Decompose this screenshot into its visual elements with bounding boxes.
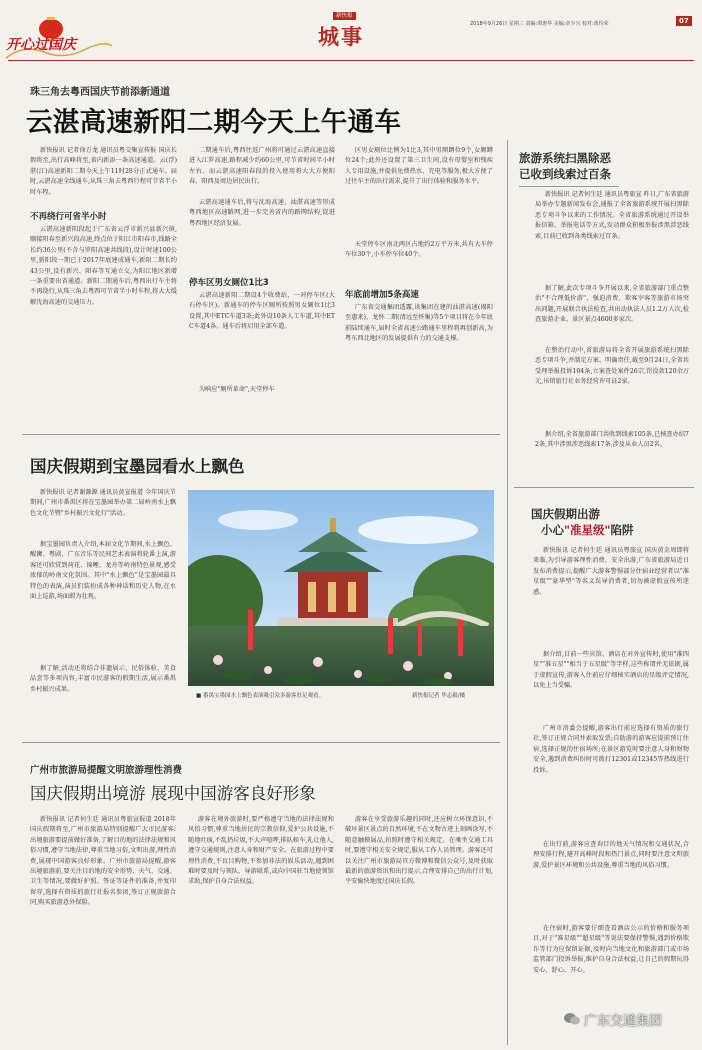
- lead-para: 为响应"厕所革命",天堂停车: [198, 386, 275, 393]
- wechat-icon: [564, 1012, 580, 1026]
- sidebar-title: 已收到线索过百条: [519, 167, 611, 181]
- page-header: [0, 0, 702, 64]
- sidebar-title: 旅游系统扫黑除恶: [519, 151, 611, 165]
- sidebar-title-highlight: "准星级": [564, 523, 611, 537]
- photo-story-text: [30, 488, 176, 736]
- sidebar-para: 据介绍,全省旅游部门共收到线索105条,已核查办结72条,其中涉黑涉恶线索17条,涉及从业人员2名。: [535, 431, 689, 449]
- lead-column-1: [30, 146, 177, 428]
- bottom-kicker: 广州市旅游局提醒文明旅游理性消费: [30, 765, 183, 776]
- sidebar-divider: [514, 487, 694, 488]
- watermark-text: 广东交通集团: [584, 1013, 663, 1029]
- photo-story-para: 据了解,活动还将结合非遗展示、民俗体验、美食品尝等多项内容,丰富市民游客的假期生活,展示番禺乡村振兴成果。: [30, 665, 176, 693]
- story-divider: [22, 434, 500, 435]
- photo-credit: 新快报记者 毕志毅/摄: [412, 693, 466, 699]
- photo-story-para: 新快报讯 记者谢源源 通讯员黄宣报道 今年国庆节期间,广州市番禺区将在宝墨园举办第二届岭南水上飘色文化节暨"乡村振兴文化行"活动。: [30, 489, 176, 517]
- lead-headline: 云湛高速新阳二期今天上午通车: [26, 107, 402, 138]
- lead-subheading: 年底前增加5条高速: [345, 290, 419, 300]
- sidebar-para: 据介绍,目前一些宾馆、酒店在对外宣传时,使用"准四星""准五星""相当于五星级"等字样,这些称谓并无依据,属于虚假宣传,游客入住前应仔细核实酒店的星级评定情况,以免上当受骗。: [533, 651, 689, 690]
- lead-para: 云湛高速通车后,将与沈海高速、汕湛高速等形成粤西地区高速路网,进一步完善省内的路网结构,促进粤西地区经济发展。: [189, 199, 335, 227]
- sidebar-para: 在出行前,游客应查询目的地天气情况和交通状况,合理安排行程,避开高峰时段和热门景点,同时要注意文明旅游,爱护景区环境和公共设施,尊重当地的风俗习惯。: [533, 841, 689, 869]
- sidebar-para: 据了解,此次专项斗争开展以来,全省旅游部门重点整治"不合理低价游"、强迫消费、欺客宰客等旅游市场突出问题,开展联合执法检查,共出动执法人员1.2万人次,检查旅游企业、景区景点4600多家次。: [535, 285, 689, 324]
- sidebar-hotel-story: [519, 506, 691, 1044]
- lead-para: 新快报讯 记者徐万龙 通讯员粤交集宣传报 国庆长假将至,出行高峰将至,省内新添一条高速通道。云(浮)湛(江)高速新阳二期今天上午11时28分正式通车。届时,云湛高速全线通车,从珠三角去粤西行程可节省半小时车程。: [30, 147, 177, 196]
- story-divider: [22, 742, 500, 743]
- lead-para: 二期通车后,粤西往返广州将可通过云湛高速直接进入江罗高速,路程减少约60公里,可节省时间半小时左右。而云湛高速阳春段的投入使用将大大方便阳春、阳西及周边居民出行。: [189, 147, 335, 186]
- sidebar-para: 广州市消委会提醒,游客出行前应选择有资质的旅行社,签订正规合同并索取发票;自助游的游客应提前预订住宿,选择正规的住宿场所;在景区游览时要注意人身和财物安全,遇到消费纠纷时可拨打12301或12345等热线进行投诉。: [533, 725, 689, 774]
- section-kicker: 新快报: [333, 12, 356, 20]
- lead-subheading: 停车区男女厕位1比3: [189, 278, 269, 288]
- column-divider: [507, 140, 508, 1045]
- holiday-logo-text: 开心过国庆: [6, 37, 76, 53]
- bottom-column-2: 游客在境外旅游时,要严格遵守当地的法律法规和风俗习惯,尊重当地居民的宗教信仰,爱护公共设施,不随地吐痰,不乱扔垃圾,不大声喧哗,排队候车,礼让他人,遵守交通规则,注意人身和财产安全。在旅游过程中要理性消费,不盲目购物,不参加非法的娱乐活动,遇到困难时要及时与领队、导游联系,或向中国驻当地使领馆求助,保护自身合法权益。: [188, 816, 334, 886]
- page-number: 07: [676, 16, 692, 26]
- header-rule: [8, 60, 694, 61]
- lead-subheading: 不再绕行可省半小时: [30, 212, 107, 222]
- photo-story-headline: 国庆假期到宝墨园看水上飘色: [30, 457, 245, 476]
- lead-column-3: [345, 146, 493, 428]
- sidebar-title: 国庆假期出游: [531, 507, 600, 521]
- holiday-logo: [4, 14, 114, 60]
- lead-para: 云湛高速新阳二期设4个收费站、一对停车区(大石停车区)。新通车的停车区厕所按照男女厕位1比3设置,其中ETC车道3条;此外设10条人工车道,其中ETC车道4条。通车后将启用全部车道。: [189, 292, 335, 331]
- sidebar-title-rule: [519, 186, 619, 187]
- sidebar-scam-story: [519, 150, 691, 500]
- lead-column-2: [189, 146, 335, 428]
- section-title: 城事: [318, 24, 364, 49]
- sidebar-title-post: 陷阱: [610, 523, 634, 537]
- sidebar-para: 新快报讯 记者何生廷 通讯员粤旅宣 国庆黄金周即将来临,为引导游客理性消费、安全出游,广东省旅游局近日发布消费提示,提醒广大游客警惕部分住宿业经营者以"准星级""豪华型"等名义误导消费者,切勿被虚假宣传所迷惑。: [533, 547, 689, 596]
- garden-photo: [188, 490, 494, 686]
- sidebar-title-pre: 小心: [541, 523, 564, 537]
- lead-para: 区男女厕位比例为1比3,其中男厕蹲位9个,女厕蹲位24个;此外还设置了第三卫生间,设有母婴室和残疾人专用设施,并提供免费热水、充电等服务,极大方便了过往车主的出行需求,提升了出行体验和服务水平。: [345, 147, 493, 186]
- photo-story-para: 据宝墨园负责人介绍,本届文化节期间,水上飘色、醒狮、粤剧、广东音乐等民间艺术表演将轮番上演,游客还可欣赏到荷花、锦鲤、龙舟等岭南特色景观,感受浓郁的岭南文化氛围。其中"水上飘色"是宝墨园最具特色的表演,演员们装扮成各种神话和历史人物,在水面上巡游,场面蔚为壮观。: [30, 541, 176, 601]
- sidebar-para: 在住宿时,游客要仔细查看酒店公示的价格和服务项目,对于"准星级""超星级"等说法要保持警惕,遇到价格欺诈等行为应保留证据,及时向当地文化和旅游部门或市场监管部门投诉举报,维护自身合法权益,让自己的假期玩得安心、舒心、开心。: [533, 925, 689, 974]
- watermark: [564, 1008, 662, 1030]
- lead-kicker: 珠三角去粤西国庆节前添新通道: [30, 87, 170, 98]
- sidebar-para: 新快报讯 记者何生廷 通讯员粤旅宣 昨日,广东省旅游局举办专题新闻发布会,通报了全省旅游系统开展扫黑除恶专项斗争以来的工作情况。全省旅游系统通过开设举报信箱、举报电话等方式,发动群众积极举报涉黑涉恶线索,目前已收到各类线索过百条。: [535, 191, 689, 240]
- sidebar-para: 在整治行动中,省旅游局将全省开展旅游系统扫黑除恶专项斗争,并制定方案、明确责任,截至9月24日,全省共受理举报投诉104条,立案查处案件26宗,罚没款120余万元,吊销旅行社业务经营许可证2家。: [535, 347, 689, 386]
- photo-caption: ■ 番禺宝墨园水上飘色表演吸引众多游客驻足观看。: [196, 693, 324, 699]
- date-line: 2018年9月26日 星期三 责编:谭惠华 美编:章少兴 校对:黄均荣: [470, 21, 609, 27]
- pavilion-photo-illustration: [188, 490, 494, 686]
- bottom-headline: 国庆假期出境游 展现中国游客良好形象: [30, 784, 316, 803]
- lead-para: 广东省交通集团透露,该集团在建的汕湛高速(揭阳至惠来)、龙怀二期(清远至怀集)等5个项目将在今年底前陆续通车,届时全省高速公路通车里程将再创新高,为粤东西北地区的发展提供有力的交通支撑。: [345, 304, 493, 343]
- lead-para: 云湛高速新阳段起于广东省云浮市新兴县新兴镇,顺接阳春至新兴段高速,终点位于阳江市阳春市,线路全长约36公里(不含与罗阳高速共线段),设计时速100公里,新阳段一期已于2017年底建成通车,新阳二期长约43公里,设有新兴、阳春等互通立交,为阳江地区新增一条重要出省通道。新阳二期通车后,粤西出行车主将不再绕行,从珠三角去粤西可节省半小时车程,将大大缓解沈海高速的交通压力。: [30, 226, 177, 306]
- sidebar-title-line2: [541, 522, 691, 538]
- bottom-column-3: 游客在享受旅游乐趣的同时,还应树立环保意识,不破坏景区景点的自然环境,不在文物古迹上刻画涂写,不随意触摸展品,拍照时遵守相关规定。在乘坐交通工具时,要遵守相关安全规定,服从工作人员管理。游客还可以关注广州市旅游局官方微博和微信公众号,及时获取最新的旅游资讯和出行提示,合理安排自己的出行计划,平安愉快地度过国庆长假。: [345, 816, 493, 886]
- lead-para: 天堂停车区南北两区占地约2万平方米,共有大车停车位30个,小车停车位40个。: [345, 241, 493, 259]
- bottom-column-1: 新快报讯 记者何生廷 通讯员粤旅宣报道 2018年国庆假期将至,广州市旅游局特别提醒广大市民游客:出境旅游要提前做好准备,了解目的地的法律法规和风俗习惯,遵守当地法律,尊重当地习俗,文明出游,理性消费,展现中国游客良好形象。广州市旅游局提醒,游客出境旅游前,要关注目的地的安全形势、天气、交通、卫生等情况,要做好护照、签证等证件的准备,并复印留存,选择有资质的旅行社报名参团,签订正规旅游合同,购买旅游意外保险。: [30, 816, 176, 907]
